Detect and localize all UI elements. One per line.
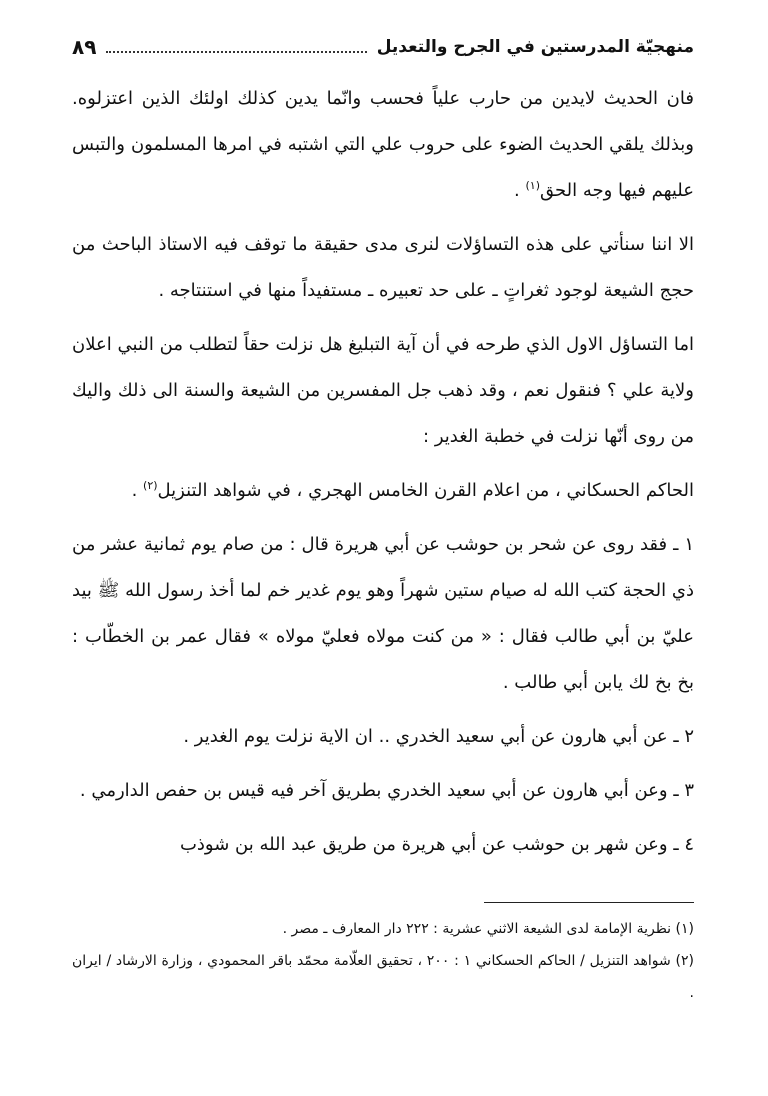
paragraph: ٣ ـ وعن أبي هارون عن أبي سعيد الخدري بطريق آخر فيه قيس بن حفص الدارمي . [79, 780, 694, 801]
body-text [72, 76, 694, 868]
footnotes [72, 913, 694, 1009]
paragraph: اما التساؤل الاول الذي طرحه في أن آية التبليغ هل نزلت حقاً لتطلب من النبي اعلان ولاية علي ؟ فنقول نعم ، وقد ذهب جل المفسرين من الشيعة والسنة الى ذلك واليك من روى أنّها نزلت في خطبة الغدير : [72, 334, 694, 447]
footnote-separator [484, 902, 694, 903]
footnote-ref: (٢) [143, 479, 158, 492]
paragraph: الا اننا سنأتي على هذه التساؤلات لنرى مدى حقيقة ما توقف فيه الاستاذ الباحث من حجج الشيعة لوجود ثغراتٍ ـ على حد تعبيره ـ مستفيداً منها في استنتاجه . [72, 234, 694, 301]
page-number: ٨٩ [72, 35, 97, 59]
paragraph: ١ ـ فقد روى عن شحر بن حوشب عن أبي هريرة قال : من صام يوم ثمانية عشر من ذي الحجة كتب الله له صيام ستين شهراً وهو يوم غدير خم لما أخذ رسول الله ﷺ بيد عليّ بن أبي طالب فقال : « من كنت مولاه فعليّ مولاه » فقال عمر بن الخطّاب : بخ بخ لك يابن أبي طالب . [72, 534, 694, 693]
page-header [72, 30, 694, 64]
paragraph: ٤ ـ وعن شهر بن حوشب عن أبي هريرة من طريق عبد الله بن شوذب [179, 834, 694, 855]
footnote: (١) نظرية الإمامة لدى الشيعة الاثني عشرية : ٢٢٢ دار المعارف ـ مصر . [282, 921, 694, 937]
header-dot-leader [106, 51, 366, 53]
paragraph: فان الحديث لايدين من حارب علياً فحسب وانّما يدين كذلك اولئك الذين اعتزلوه. وبذلك يلقي الحديث الضوء على حروب علي التي اشتبه في امرها المسلمون والتبس عليهم فيها وجه الحق$^{(١)}$ . [72, 88, 694, 201]
running-title: منهجيّة المدرستين في الجرح والتعديل [376, 37, 694, 57]
footnote-ref: (١) [525, 179, 541, 192]
footnote: (٢) شواهد التنزيل / الحاكم الحسكاني ١ : ٢٠٠ ، تحقيق العلّامة محمّد باقر المحمودي ، وزارة الارشاد / ايران . [72, 953, 694, 1001]
document-page [72, 30, 694, 1009]
paragraph: ٢ ـ عن أبي هارون عن أبي سعيد الخدري .. ان الاية نزلت يوم الغدير . [183, 726, 694, 747]
paragraph: الحاكم الحسكاني ، من اعلام القرن الخامس الهجري ، في شواهد التنزيل$^{(٢)}$ . [131, 479, 694, 501]
